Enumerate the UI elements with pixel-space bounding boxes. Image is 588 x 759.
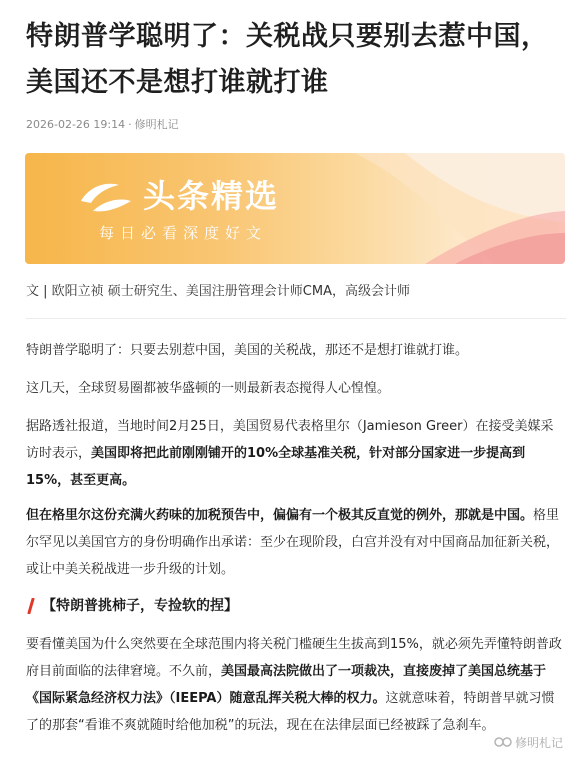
watermark <box>494 731 563 753</box>
banner-slogan-text: 每日必看深度好文 <box>99 224 268 242</box>
watermark-logo-icon <box>494 735 512 749</box>
featured-banner <box>25 153 565 264</box>
toutiao-logo-icon <box>75 179 135 219</box>
paragraph-5-bold: 美国最高法院做出了一项裁决，直接废掉了美国总统基于《国际紧急经济权力法》（IEEPA）随意乱挥关税大棒的权力。 <box>26 664 547 706</box>
article-title: 特朗普学聪明了：关税战只要别去惹中国，美国还不是想打谁就打谁 <box>26 21 549 98</box>
author-byline: 文 | 欧阳立祯 硕士研究生、美国注册管理会计师CMA，高级会计师 <box>26 284 410 299</box>
paragraph-5-text-b: 这就意味着，特朗普早就习惯了的那套“看谁不爽就随时给他加税”的玩法，现在在法律层面已经被踩了急刹车。 <box>26 691 555 733</box>
publish-date: 2026-02-26 19:14 <box>26 118 126 131</box>
paragraph-3 <box>26 413 566 494</box>
meta-separator: · <box>128 118 132 131</box>
paragraph-5 <box>26 631 566 739</box>
paragraph-4 <box>26 502 566 583</box>
red-slash-icon <box>26 598 36 614</box>
paragraph-4-text: 格里尔罕见以美国官方的身份明确作出承诺：至少在现阶段，白宫并没有对中国商品加征新关税，或让中美关税战进一步升级的计划。 <box>26 508 560 577</box>
paragraph-2: 这几天，全球贸易圈都被华盛顿的一则最新表态搅得人心惶惶。 <box>26 381 391 396</box>
paragraph-3-text: 据路透社报道，当地时间2月25日，美国贸易代表格里尔（Jamieson Greer）在接受美媒采访时表示， <box>26 419 554 461</box>
article-meta <box>26 117 179 133</box>
paragraph-4-bold: 但在格里尔这份充满火药味的加税预告中，偏偏有一个极其反直觉的例外，那就是中国。 <box>26 508 534 523</box>
section-heading-text: 【特朗普挑柿子，专捡软的捏】 <box>42 598 238 614</box>
source-author-link[interactable]: 修明札记 <box>134 118 179 131</box>
watermark-text: 修明札记 <box>515 735 564 750</box>
byline-divider <box>26 318 566 319</box>
paragraph-3-bold: 美国即将把此前刚刚铺开的10%全球基准关税，针对部分国家进一步提高到15%，甚至更高。 <box>26 446 526 488</box>
paragraph-1: 特朗普学聪明了：只要去别惹中国，美国的关税战，那还不是想打谁就打谁。 <box>26 343 469 358</box>
banner-brand-text: 头条精选 <box>143 177 280 215</box>
paragraph-5-text-a: 要看懂美国为什么突然要在全球范围内将关税门槛硬生生拔高到15%，就必须先弄懂特朗普政府目前面临的法律窘境。不久前， <box>26 637 562 679</box>
section-heading <box>26 594 238 618</box>
